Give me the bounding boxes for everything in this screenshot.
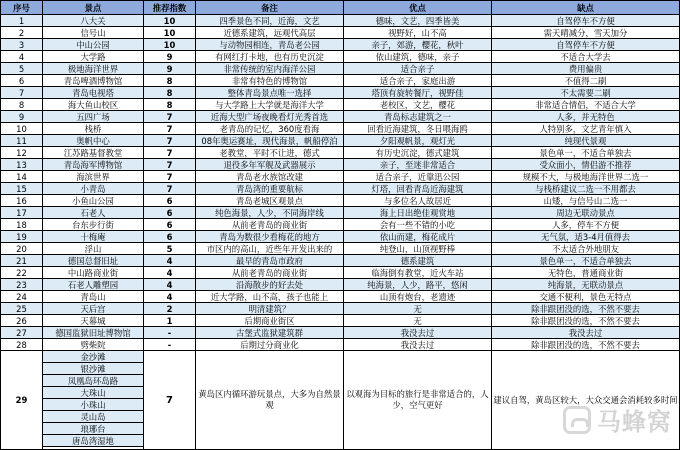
header-pros: 优点 (344, 1, 492, 15)
cell-spot: 石老人 (43, 207, 144, 219)
cell-score: 6 (144, 195, 196, 207)
cell-score: 8 (144, 87, 196, 99)
cell-note: 明清建筑？ (196, 303, 344, 315)
table-row (1, 327, 680, 339)
cell-note: 非常传统的室内海洋公园 (196, 63, 344, 75)
group-spot: 灵山岛 (43, 411, 144, 423)
cell-spot: 天幕城 (43, 315, 144, 327)
cell-no: 23 (1, 279, 43, 291)
cell-cons: 需天晴减分，雪天加分 (492, 27, 680, 39)
cell-note: 整体青岛景点唯一选择 (196, 87, 344, 99)
cell-note: 最早的青岛市政府 (196, 255, 344, 267)
cell-no: 3 (1, 39, 43, 51)
cell-cons: 除非跟团没的选，不然不要去 (492, 339, 680, 351)
cell-no: 9 (1, 111, 43, 123)
cell-score: 8 (144, 99, 196, 111)
table-body (1, 15, 680, 450)
cell-note: 从前老青岛的商业街 (196, 219, 344, 231)
cell-spot: 德国监狱旧址博物馆 (43, 327, 144, 339)
cell-spot: 五四广场 (43, 111, 144, 123)
table-row (1, 51, 680, 63)
cell-note: 青岛湾的重要航标 (196, 183, 344, 195)
cell-pros: 海上日出绝佳观赏地 (344, 207, 492, 219)
table-header (1, 1, 680, 15)
group-score: 7 (144, 351, 196, 450)
cell-note: 与大学路上大学就是海洋大学 (196, 99, 344, 111)
cell-spot: 海大鱼山校区 (43, 99, 144, 111)
cell-pros: 纯登山，山顶视野棒 (344, 243, 492, 255)
cell-note: 后期过分商业化 (196, 339, 344, 351)
cell-score: 9 (144, 51, 196, 63)
cell-no: 26 (1, 315, 43, 327)
table-row (1, 63, 680, 75)
cell-score: 10 (144, 27, 196, 39)
cell-pros: 适合亲子，家庭出游 (344, 75, 492, 87)
cell-note: 退役多年军舰及武器展示 (196, 159, 344, 171)
cell-no: 25 (1, 303, 43, 315)
cell-score: 6 (144, 219, 196, 231)
header-note: 备注 (196, 1, 344, 15)
cell-cons: 除非跟团没的选，不然不要去 (492, 303, 680, 315)
cell-score: 7 (144, 135, 196, 147)
cell-spot: 大学路 (43, 51, 144, 63)
table-row (1, 183, 680, 195)
cell-score: 7 (144, 111, 196, 123)
cell-spot: 台东步行街 (43, 219, 144, 231)
cell-pros: 无 (344, 303, 492, 315)
cell-cons: 不适合大学去 (492, 51, 680, 63)
cell-spot: 极地海洋世界 (43, 63, 144, 75)
cell-score: 4 (144, 279, 196, 291)
cell-cons: 除非跟团没的选，不然不要去 (492, 315, 680, 327)
cell-note: 从前老青岛的商业街 (196, 267, 344, 279)
cell-score: - (144, 339, 196, 351)
cell-no: 16 (1, 195, 43, 207)
cell-cons: 山矮，与信号山二选一 (492, 195, 680, 207)
table-row (1, 111, 680, 123)
cell-pros: 山顶有炮台，老遗迹 (344, 291, 492, 303)
cell-cons: 景色单一，不适合单独去 (492, 147, 680, 159)
cell-cons: 费用偏贵 (492, 63, 680, 75)
table-row (1, 219, 680, 231)
table-row (1, 15, 680, 27)
cell-no: 6 (1, 75, 43, 87)
cell-pros: 适合亲子，近靠迅公园 (344, 171, 492, 183)
cell-no: 19 (1, 231, 43, 243)
cell-no: 1 (1, 15, 43, 27)
cell-note: 老教堂，平时不让进，德式 (196, 147, 344, 159)
cell-score: 4 (144, 267, 196, 279)
cell-cons: 非常适合情侣，不适合大学 (492, 99, 680, 111)
cell-note: 青岛老水族馆改建 (196, 171, 344, 183)
cell-no: 5 (1, 63, 43, 75)
cell-no: 28 (1, 339, 43, 351)
group-cons: 建议自驾，黄岛区较大，大众交通会消耗较多时间 (492, 351, 680, 450)
table-row (1, 255, 680, 267)
cell-note: 青岛为数很少看梅花的地方 (196, 231, 344, 243)
cell-pros: 我没去过 (344, 327, 492, 339)
cell-no: 7 (1, 87, 43, 99)
header-cons: 缺点 (492, 1, 680, 15)
cell-score: 5 (144, 243, 196, 255)
cell-cons: 人多，并无特色 (492, 111, 680, 123)
table-row (1, 303, 680, 315)
table-row (1, 279, 680, 291)
cell-no: 12 (1, 147, 43, 159)
cell-no: 20 (1, 243, 43, 255)
cell-spot: 青岛海军博物馆 (43, 159, 144, 171)
cell-spot: 小鱼山公园 (43, 195, 144, 207)
cell-spot: 奥帆中心 (43, 135, 144, 147)
cell-cons: 不太适合外地朋友 (492, 243, 680, 255)
table-row (1, 123, 680, 135)
cell-cons: 无气氛，适3-4月值得去 (492, 231, 680, 243)
cell-no: 27 (1, 327, 43, 339)
cell-pros: 适合亲子 (344, 63, 492, 75)
group-spot: 金沙滩 (43, 351, 144, 363)
group-spot: 琅琊台 (43, 423, 144, 435)
cell-spot: 海滨世界 (43, 171, 144, 183)
group-pros: 以观海为目标的旅行是非常适合的，人少，空气更好 (344, 351, 492, 450)
cell-note: 近海大型广场夜晚看灯光秀首选 (196, 111, 344, 123)
cell-no: 22 (1, 267, 43, 279)
cell-pros: 亲子，郊游，樱花，秋叶 (344, 39, 492, 51)
cell-pros: 亲子，至迷非常适合 (344, 159, 492, 171)
cell-score: 6 (144, 207, 196, 219)
cell-no: 11 (1, 135, 43, 147)
cell-score: 10 (144, 15, 196, 27)
cell-cons: 纯现代景观 (492, 135, 680, 147)
cell-note: 非常有特色的博物馆 (196, 75, 344, 87)
cell-no: 8 (1, 99, 43, 111)
cell-score: 4 (144, 255, 196, 267)
cell-pros: 灯塔，回看青岛近海建筑 (344, 183, 492, 195)
cell-note: 沿海散步的好去处 (196, 279, 344, 291)
group-row (1, 351, 680, 363)
group-spot: 唐岛湾湿地 (43, 435, 144, 447)
table-row (1, 147, 680, 159)
cell-no: 14 (1, 171, 43, 183)
table-row (1, 171, 680, 183)
cell-spot: 中山公园 (43, 39, 144, 51)
table-row (1, 159, 680, 171)
cell-score: 4 (144, 291, 196, 303)
cell-pros: 青岛标志建筑之一 (344, 111, 492, 123)
cell-note: 近大学路，山不高，孩子也能上 (196, 291, 344, 303)
cell-note: 后期商业街区 (196, 315, 344, 327)
cell-cons: 纯海景，无联动景点 (492, 279, 680, 291)
cell-cons: 交通不便利，景色无特点 (492, 291, 680, 303)
cell-spot: 青岛山 (43, 291, 144, 303)
header-row (1, 1, 680, 15)
table-row (1, 207, 680, 219)
cell-score: 10 (144, 39, 196, 51)
cell-cons: 不太需要二刷 (492, 87, 680, 99)
group-spacer-cell (43, 447, 144, 450)
cell-score: 7 (144, 123, 196, 135)
cell-spot: 青岛啤酒博物馆 (43, 75, 144, 87)
table-row (1, 27, 680, 39)
cell-spot: 栈桥 (43, 123, 144, 135)
cell-pros: 德味，文艺，四季皆美 (344, 15, 492, 27)
cell-score: 7 (144, 171, 196, 183)
cell-note: 四季景色不同，近海，文艺 (196, 15, 344, 27)
cell-cons: 人特别多，文艺青年慎入 (492, 123, 680, 135)
cell-score: 7 (144, 159, 196, 171)
cell-spot: 信号山 (43, 27, 144, 39)
cell-pros: 依山建筑，德味，亲子 (344, 51, 492, 63)
cell-spot: 青岛电视塔 (43, 87, 144, 99)
cell-pros: 塔顶有旋转餐厅，视野佳 (344, 87, 492, 99)
header-score: 推荐指数 (144, 1, 196, 15)
cell-cons: 自驾停车不方便 (492, 39, 680, 51)
cell-pros: 有历史沉淀，德式建筑 (344, 147, 492, 159)
cell-pros: 德系建筑 (344, 255, 492, 267)
cell-cons: 受众面小，情侣游不推荐 (492, 159, 680, 171)
cell-cons: 规模不大，与极地海洋世界二选一 (492, 171, 680, 183)
cell-spot: 浮山 (43, 243, 144, 255)
cell-spot: 石老人雕塑园 (43, 279, 144, 291)
cell-note: 纯色海景，人少，不同海岸线 (196, 207, 344, 219)
cell-cons: 周边无联动景点 (492, 207, 680, 219)
cell-pros: 会有一些不错的小吃 (344, 219, 492, 231)
cell-pros: 老校区，文艺，樱花 (344, 99, 492, 111)
cell-no: 15 (1, 183, 43, 195)
table-row (1, 75, 680, 87)
cell-pros: 依山而建，梅花成片 (344, 231, 492, 243)
cell-pros: 与多位名人故居近 (344, 195, 492, 207)
cell-no: 24 (1, 291, 43, 303)
cell-pros: 视野好，山不高 (344, 27, 492, 39)
cell-pros: 回看近海建筑，冬日喂海鸥 (344, 123, 492, 135)
cell-no: 17 (1, 207, 43, 219)
cell-cons: 无特色，普通商业街 (492, 267, 680, 279)
cell-score: 1 (144, 315, 196, 327)
cell-note: 08年奥运赛址，现代海景，帆船停泊 (196, 135, 344, 147)
cell-score: 6 (144, 231, 196, 243)
table-row (1, 291, 680, 303)
cell-score: 8 (144, 75, 196, 87)
cell-spot: 天后宫 (43, 303, 144, 315)
cell-note: 与动物园相连，青岛老公园 (196, 39, 344, 51)
table-row (1, 195, 680, 207)
cell-no: 13 (1, 159, 43, 171)
cell-spot: 八大关 (43, 15, 144, 27)
cell-note: 市区内的高山，近些年开发出来的 (196, 243, 344, 255)
cell-spot: 小青岛 (43, 183, 144, 195)
cell-no: 2 (1, 27, 43, 39)
cell-spot: 中山路商业街 (43, 267, 144, 279)
header-no: 序号 (1, 1, 43, 15)
cell-note: 古堡式监狱建筑群 (196, 327, 344, 339)
cell-pros: 我没去过 (344, 339, 492, 351)
table-row (1, 339, 680, 351)
cell-spot: 劈柴院 (43, 339, 144, 351)
group-spot: 小珠山 (43, 399, 144, 411)
cell-score: - (144, 327, 196, 339)
cell-no: 18 (1, 219, 43, 231)
cell-cons: 我没去过 (492, 327, 680, 339)
cell-cons: 不值得二刷 (492, 75, 680, 87)
cell-spot: 江苏路基督教堂 (43, 147, 144, 159)
watermark-text: 马蜂窝 (597, 408, 672, 436)
table-row (1, 87, 680, 99)
group-spot: 凤凰岛环岛路 (43, 375, 144, 387)
table-row (1, 135, 680, 147)
cell-note: 老青岛的记忆，360度看海 (196, 123, 344, 135)
cell-no: 10 (1, 123, 43, 135)
group-note: 黄岛区内循环游玩景点，大多为自然景观 (196, 351, 344, 450)
cell-pros: 无 (344, 315, 492, 327)
cell-pros: 夕阳观帆景，观灯光 (344, 135, 492, 147)
header-spot: 景点 (43, 1, 144, 15)
group-spot: 大珠山 (43, 387, 144, 399)
cell-cons: 景色单一，不适合单独去 (492, 255, 680, 267)
cell-note: 有网红打卡地，也有历史沉淀 (196, 51, 344, 63)
cell-note: 近德系建筑，远观代高层 (196, 27, 344, 39)
cell-cons: 自驾停车不方便 (492, 15, 680, 27)
cell-score: 7 (144, 183, 196, 195)
cell-cons: 与栈桥建议二选一不用都去 (492, 183, 680, 195)
cell-pros: 临海倒有教堂，近火车站 (344, 267, 492, 279)
cell-score: 9 (144, 63, 196, 75)
cell-spot: 十梅庵 (43, 231, 144, 243)
cell-score: 7 (144, 147, 196, 159)
cell-note: 青岛老城区观景点 (196, 195, 344, 207)
table-row (1, 99, 680, 111)
cell-cons: 人多，停车不方便 (492, 219, 680, 231)
table-row (1, 243, 680, 255)
cell-score: 2 (144, 303, 196, 315)
table-row (1, 267, 680, 279)
cell-pros: 纯海景，人少，路平，悠闲 (344, 279, 492, 291)
table-row (1, 39, 680, 51)
cell-spot: 德国总督旧址 (43, 255, 144, 267)
cell-no: 4 (1, 51, 43, 63)
group-no: 29 (1, 351, 43, 450)
table-row (1, 231, 680, 243)
cell-no: 21 (1, 255, 43, 267)
table-row (1, 315, 680, 327)
group-spot: 银沙滩 (43, 363, 144, 375)
